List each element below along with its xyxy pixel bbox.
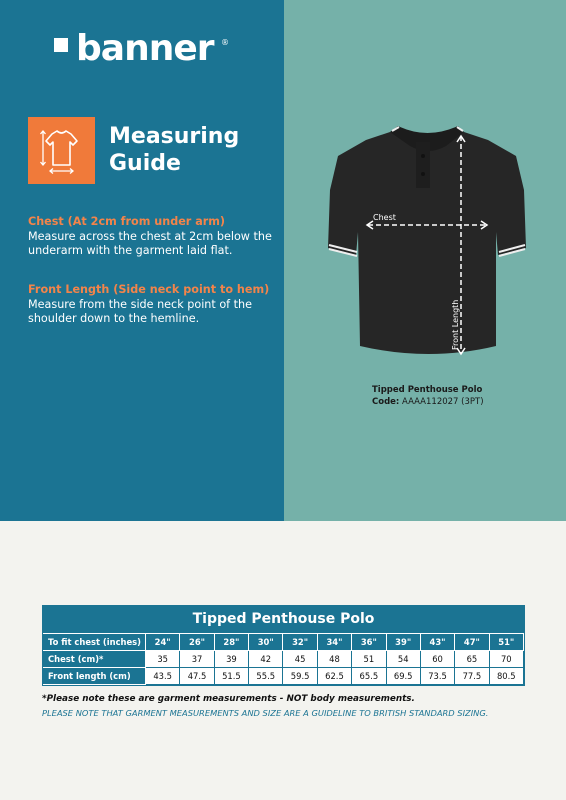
sizing-note: PLEASE NOTE THAT GARMENT MEASUREMENTS AND SIZE ARE A GUIDELINE TO BRITISH STANDARD SIZING. <box>42 708 489 718</box>
button <box>421 154 425 158</box>
row-label: Front length (cm) <box>44 668 146 685</box>
table-cell: 51.5 <box>214 668 248 685</box>
table-cell: 47.5 <box>180 668 214 685</box>
polo-shirt-diagram <box>318 118 540 366</box>
table-cell: 26" <box>180 634 214 651</box>
table-row <box>44 668 524 685</box>
chest-info <box>28 215 273 259</box>
table-row <box>44 651 524 668</box>
table-cell: 60 <box>420 651 454 668</box>
logo-registered-mark: ® <box>221 38 229 47</box>
table-cell: 35 <box>146 651 180 668</box>
table-cell: 34" <box>317 634 351 651</box>
size-grid <box>43 633 524 685</box>
table-cell: 70 <box>489 651 523 668</box>
table-cell: 77.5 <box>455 668 489 685</box>
table-cell: 48 <box>317 651 351 668</box>
table-row <box>44 634 524 651</box>
guide-title-line2: Guide <box>109 151 181 176</box>
table-cell: 30" <box>249 634 283 651</box>
chest-description: Measure across the chest at 2cm below the underarm with the garment laid flat. <box>28 229 272 257</box>
table-cell: 51" <box>489 634 523 651</box>
row-label: To fit chest (inches) <box>44 634 146 651</box>
table-cell: 39 <box>214 651 248 668</box>
table-cell: 47" <box>455 634 489 651</box>
table-cell: 51 <box>352 651 386 668</box>
table-cell: 73.5 <box>420 668 454 685</box>
table-cell: 43.5 <box>146 668 180 685</box>
tshirt-measure-icon <box>28 117 95 184</box>
guide-title <box>109 123 279 177</box>
table-cell: 54 <box>386 651 420 668</box>
table-cell: 28" <box>214 634 248 651</box>
table-cell: 24" <box>146 634 180 651</box>
guide-title-line1: Measuring <box>109 124 240 149</box>
button <box>421 172 425 176</box>
logo-wordmark: banner <box>76 28 214 69</box>
size-table <box>42 605 525 686</box>
front-length-heading: Front Length (Side neck point to hem) <box>28 283 270 296</box>
table-cell: 62.5 <box>317 668 351 685</box>
table-cell: 80.5 <box>489 668 523 685</box>
front-length-description: Measure from the side neck point of the shoulder down to the hemline. <box>28 297 253 325</box>
chest-heading: Chest (At 2cm from under arm) <box>28 215 226 228</box>
garment-note: *Please note these are garment measurements - NOT body measurements. <box>42 694 415 704</box>
chest-label: Chest <box>373 213 396 222</box>
left-panel <box>0 0 284 521</box>
table-cell: 36" <box>352 634 386 651</box>
front-length-info <box>28 283 273 327</box>
product-caption <box>372 384 484 408</box>
table-cell: 65 <box>455 651 489 668</box>
product-name: Tipped Penthouse Polo <box>372 385 483 395</box>
front-length-label: Front Length <box>451 299 460 350</box>
shirt-placket <box>416 142 430 188</box>
table-cell: 37 <box>180 651 214 668</box>
table-title: Tipped Penthouse Polo <box>43 606 524 633</box>
table-cell: 69.5 <box>386 668 420 685</box>
logo-square <box>54 38 68 52</box>
table-cell: 39" <box>386 634 420 651</box>
table-cell: 45 <box>283 651 317 668</box>
row-label: Chest (cm)* <box>44 651 146 668</box>
table-cell: 32" <box>283 634 317 651</box>
table-cell: 42 <box>249 651 283 668</box>
table-cell: 59.5 <box>283 668 317 685</box>
product-code: AAAA112027 (3PT) <box>402 397 484 407</box>
table-cell: 43" <box>420 634 454 651</box>
table-cell: 65.5 <box>352 668 386 685</box>
table-cell: 55.5 <box>249 668 283 685</box>
product-code-label: Code: <box>372 397 400 407</box>
